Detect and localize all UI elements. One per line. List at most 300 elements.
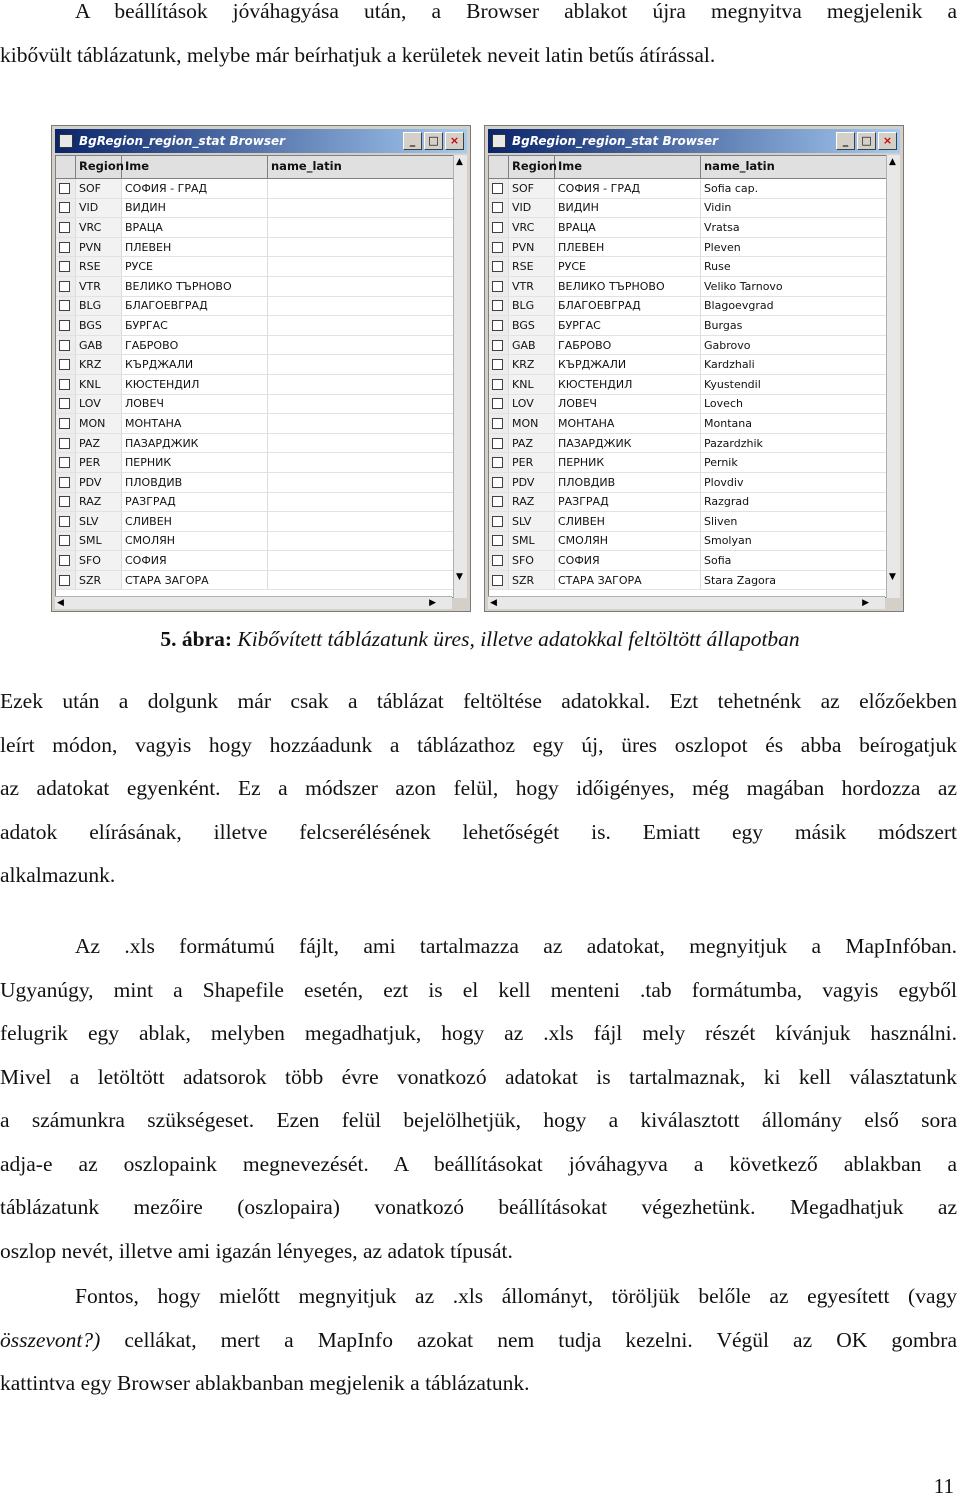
name-latin-cell[interactable]: Ruse <box>701 257 887 276</box>
name-latin-cell[interactable]: Pernik <box>701 453 887 472</box>
table-row[interactable] <box>56 179 454 199</box>
row-select-cell[interactable] <box>56 551 76 570</box>
table-row[interactable] <box>489 395 887 415</box>
window-titlebar[interactable] <box>55 129 467 153</box>
name-latin-cell[interactable] <box>268 414 454 433</box>
ime-cell[interactable]: РУСЕ <box>555 257 701 276</box>
header-name-latin[interactable]: name_latin <box>701 156 887 178</box>
scroll-left-icon[interactable]: ◀ <box>490 598 497 608</box>
name-latin-cell[interactable]: Montana <box>701 414 887 433</box>
table-row[interactable] <box>56 395 454 415</box>
row-select-cell[interactable] <box>56 532 76 551</box>
body-line: Ugyanúgy, mint a Shapefile esetén, ezt is el kell menteni .tab formátumba, vagyis egyből <box>0 977 957 1002</box>
row-select-cell[interactable] <box>489 512 509 531</box>
name-latin-cell[interactable]: Burgas <box>701 316 887 335</box>
ime-cell[interactable]: КЮСТЕНДИЛ <box>555 375 701 394</box>
row-select-cell[interactable] <box>56 493 76 512</box>
table-row[interactable] <box>489 512 887 532</box>
region-cell[interactable]: PDV <box>76 473 122 492</box>
row-checkbox[interactable] <box>59 438 70 449</box>
region-cell[interactable]: VTR <box>76 277 122 296</box>
caption-label: 5. ábra: <box>160 627 232 651</box>
ime-cell[interactable]: БЛАГОЕВГРАД <box>122 297 268 316</box>
browser-window-filled[interactable] <box>484 125 904 612</box>
ime-cell[interactable]: ВЕЛИКО ТЪРНОВО <box>122 277 268 296</box>
table-row[interactable] <box>489 551 887 571</box>
body-paragraph-3 <box>0 1275 957 1406</box>
row-select-cell[interactable] <box>56 336 76 355</box>
ime-cell[interactable]: КЪРДЖАЛИ <box>555 355 701 374</box>
grid-header <box>489 156 887 179</box>
row-select-cell[interactable] <box>489 277 509 296</box>
ime-cell[interactable]: ЛОВЕЧ <box>122 395 268 414</box>
browser-window-empty[interactable] <box>51 125 471 612</box>
region-cell[interactable]: GAB <box>76 336 122 355</box>
row-select-cell[interactable] <box>56 375 76 394</box>
row-select-cell[interactable] <box>56 512 76 531</box>
row-checkbox[interactable] <box>492 202 503 213</box>
table-row[interactable] <box>56 297 454 317</box>
table-row[interactable] <box>56 473 454 493</box>
ime-cell[interactable]: БУРГАС <box>122 316 268 335</box>
row-checkbox[interactable] <box>492 438 503 449</box>
row-select-cell[interactable] <box>489 395 509 414</box>
region-cell[interactable]: SML <box>509 532 555 551</box>
scroll-down-icon[interactable]: ▼ <box>456 572 463 582</box>
ime-cell[interactable]: РАЗГРАД <box>122 493 268 512</box>
body-line: Az .xls formátumú fájlt, ami tartalmazza az adatokat, megnyitjuk a MapInfóban. <box>75 934 957 958</box>
row-checkbox[interactable] <box>59 359 70 370</box>
region-cell[interactable]: PAZ <box>509 434 555 453</box>
name-latin-cell[interactable] <box>268 238 454 257</box>
row-checkbox[interactable] <box>59 340 70 351</box>
region-cell[interactable]: RSE <box>509 257 555 276</box>
table-row[interactable] <box>489 336 887 356</box>
ime-cell[interactable]: СТАРА ЗАГОРА <box>122 571 268 590</box>
vertical-scrollbar[interactable] <box>453 155 467 598</box>
region-cell[interactable]: VTR <box>509 277 555 296</box>
table-row[interactable] <box>56 257 454 277</box>
ime-cell[interactable]: БЛАГОЕВГРАД <box>555 297 701 316</box>
row-checkbox[interactable] <box>492 300 503 311</box>
ime-cell[interactable]: БУРГАС <box>555 316 701 335</box>
table-row[interactable] <box>56 532 454 552</box>
table-row[interactable] <box>489 571 887 591</box>
ime-cell[interactable]: КЪРДЖАЛИ <box>122 355 268 374</box>
browser-grid[interactable] <box>488 155 888 598</box>
region-cell[interactable]: VRC <box>509 218 555 237</box>
ime-cell[interactable]: ВИДИН <box>122 199 268 218</box>
name-latin-cell[interactable]: Kyustendil <box>701 375 887 394</box>
row-select-cell[interactable] <box>56 199 76 218</box>
table-row[interactable] <box>489 238 887 258</box>
row-select-cell[interactable] <box>489 375 509 394</box>
ime-cell[interactable]: ГАБРОВО <box>122 336 268 355</box>
table-row[interactable] <box>56 218 454 238</box>
row-checkbox[interactable] <box>59 320 70 331</box>
row-checkbox[interactable] <box>59 281 70 292</box>
name-latin-cell[interactable]: Vidin <box>701 199 887 218</box>
body-paragraph-1 <box>0 680 957 898</box>
row-checkbox[interactable] <box>492 457 503 468</box>
region-cell[interactable]: PER <box>76 453 122 472</box>
minimize-button[interactable]: _ <box>403 132 422 150</box>
scroll-down-icon[interactable]: ▼ <box>889 572 896 582</box>
table-row[interactable] <box>489 199 887 219</box>
body-line: Fontos, hogy mielőtt megnyitjuk az .xls állományt, töröljük belőle az egyesített (vagy <box>75 1284 957 1308</box>
name-latin-cell[interactable]: Plovdiv <box>701 473 887 492</box>
maximize-button[interactable]: □ <box>424 132 443 150</box>
row-checkbox[interactable] <box>59 535 70 546</box>
vertical-scrollbar[interactable] <box>886 155 900 598</box>
row-select-cell[interactable] <box>56 257 76 276</box>
name-latin-cell[interactable]: Pleven <box>701 238 887 257</box>
ime-cell[interactable]: ВИДИН <box>555 199 701 218</box>
row-checkbox[interactable] <box>492 222 503 233</box>
header-ime[interactable]: Ime <box>122 156 268 178</box>
row-checkbox[interactable] <box>492 477 503 488</box>
row-checkbox[interactable] <box>59 242 70 253</box>
ime-cell[interactable]: ПЛЕВЕН <box>122 238 268 257</box>
table-row[interactable] <box>56 434 454 454</box>
row-checkbox[interactable] <box>59 300 70 311</box>
row-select-cell[interactable] <box>489 336 509 355</box>
row-checkbox[interactable] <box>59 457 70 468</box>
ime-cell[interactable]: СОФИЯ <box>122 551 268 570</box>
row-checkbox[interactable] <box>492 320 503 331</box>
row-select-cell[interactable] <box>56 473 76 492</box>
region-cell[interactable]: SZR <box>76 571 122 590</box>
ime-cell[interactable]: РАЗГРАД <box>555 493 701 512</box>
name-latin-cell[interactable] <box>268 493 454 512</box>
name-latin-cell[interactable] <box>268 571 454 590</box>
region-cell[interactable]: LOV <box>76 395 122 414</box>
table-row[interactable] <box>56 453 454 473</box>
table-row[interactable] <box>489 453 887 473</box>
name-latin-cell[interactable] <box>268 218 454 237</box>
body-line: leírt módon, vagyis hogy hozzáadunk a táblázathoz egy új, üres oszlopot és abba beírogatjuk <box>0 732 957 757</box>
row-select-cell[interactable] <box>489 493 509 512</box>
horizontal-scrollbar[interactable] <box>488 596 885 609</box>
table-row[interactable] <box>56 493 454 513</box>
region-cell[interactable]: SLV <box>509 512 555 531</box>
header-region[interactable]: Region <box>509 156 555 178</box>
name-latin-cell[interactable] <box>268 434 454 453</box>
name-latin-cell[interactable] <box>268 297 454 316</box>
table-row[interactable] <box>489 179 887 199</box>
ime-cell[interactable]: СТАРА ЗАГОРА <box>555 571 701 590</box>
row-checkbox[interactable] <box>492 496 503 507</box>
region-cell[interactable]: MON <box>509 414 555 433</box>
row-select-cell[interactable] <box>56 571 76 590</box>
name-latin-cell[interactable] <box>268 395 454 414</box>
name-latin-cell[interactable] <box>268 512 454 531</box>
row-select-cell[interactable] <box>489 199 509 218</box>
row-select-cell[interactable] <box>489 238 509 257</box>
table-row[interactable] <box>489 434 887 454</box>
row-checkbox[interactable] <box>492 575 503 586</box>
ime-cell[interactable]: ВРАЦА <box>122 218 268 237</box>
table-row[interactable] <box>489 473 887 493</box>
table-row[interactable] <box>489 375 887 395</box>
ime-cell[interactable]: ПЛОВДИВ <box>555 473 701 492</box>
row-select-cell[interactable] <box>489 473 509 492</box>
row-checkbox[interactable] <box>492 516 503 527</box>
row-select-cell[interactable] <box>56 238 76 257</box>
row-select-cell[interactable] <box>489 453 509 472</box>
scroll-left-icon[interactable]: ◀ <box>57 598 64 608</box>
row-checkbox[interactable] <box>492 359 503 370</box>
scroll-right-icon[interactable]: ▶ <box>862 598 869 608</box>
name-latin-cell[interactable]: Razgrad <box>701 493 887 512</box>
table-row[interactable] <box>489 532 887 552</box>
region-cell[interactable]: BLG <box>76 297 122 316</box>
row-checkbox[interactable] <box>59 261 70 272</box>
row-checkbox[interactable] <box>59 516 70 527</box>
region-cell[interactable]: KNL <box>509 375 555 394</box>
row-checkbox[interactable] <box>492 340 503 351</box>
window-title: BgRegion_region_stat Browser <box>512 134 719 148</box>
region-cell[interactable]: SZR <box>509 571 555 590</box>
body-line: felugrik egy ablak, melyben megadhatjuk, hogy az .xls fájl mely részét kívánjuk használni. <box>0 1021 957 1045</box>
row-select-cell[interactable] <box>489 257 509 276</box>
ime-cell[interactable]: СМОЛЯН <box>122 532 268 551</box>
row-checkbox[interactable] <box>492 261 503 272</box>
table-row[interactable] <box>56 414 454 434</box>
row-select-cell[interactable] <box>489 179 509 198</box>
region-cell[interactable]: KRZ <box>509 355 555 374</box>
row-checkbox[interactable] <box>492 379 503 390</box>
row-checkbox[interactable] <box>59 183 70 194</box>
intro-line: A beállítások jóváhagyása után, a Browser ablakot újra megnyitva megjelenik a <box>75 0 957 23</box>
name-latin-cell[interactable]: Sofia cap. <box>701 179 887 198</box>
header-region[interactable]: Region <box>76 156 122 178</box>
body-line: kattintva egy Browser ablakbanban megjelenik a táblázatunk. <box>0 1371 530 1395</box>
name-latin-cell[interactable] <box>268 316 454 335</box>
region-cell[interactable]: KNL <box>76 375 122 394</box>
ime-cell[interactable]: МОНТАНА <box>122 414 268 433</box>
row-checkbox[interactable] <box>492 398 503 409</box>
row-checkbox[interactable] <box>492 418 503 429</box>
window-title: BgRegion_region_stat Browser <box>79 134 286 148</box>
name-latin-cell[interactable] <box>268 551 454 570</box>
row-select-cell[interactable] <box>56 453 76 472</box>
table-row[interactable] <box>489 414 887 434</box>
row-checkbox[interactable] <box>59 555 70 566</box>
scroll-up-icon[interactable]: ▲ <box>456 157 463 167</box>
table-row[interactable] <box>56 238 454 258</box>
row-select-cell[interactable] <box>489 571 509 590</box>
row-select-cell[interactable] <box>489 434 509 453</box>
ime-cell[interactable]: СМОЛЯН <box>555 532 701 551</box>
row-checkbox[interactable] <box>59 379 70 390</box>
table-row[interactable] <box>489 277 887 297</box>
row-checkbox[interactable] <box>59 418 70 429</box>
name-latin-cell[interactable]: Kardzhali <box>701 355 887 374</box>
ime-cell[interactable]: СОФИЯ - ГРАД <box>122 179 268 198</box>
name-latin-cell[interactable] <box>268 179 454 198</box>
row-select-cell[interactable] <box>489 297 509 316</box>
region-cell[interactable]: SFO <box>76 551 122 570</box>
name-latin-cell[interactable] <box>268 532 454 551</box>
name-latin-cell[interactable] <box>268 453 454 472</box>
name-latin-cell[interactable] <box>268 199 454 218</box>
scroll-right-icon[interactable]: ▶ <box>429 598 436 608</box>
row-select-cell[interactable] <box>56 277 76 296</box>
table-row[interactable] <box>489 316 887 336</box>
row-select-cell[interactable] <box>489 218 509 237</box>
row-select-cell[interactable] <box>56 316 76 335</box>
ime-cell[interactable]: СОФИЯ - ГРАД <box>555 179 701 198</box>
ime-cell[interactable]: ПЕРНИК <box>555 453 701 472</box>
row-checkbox[interactable] <box>59 222 70 233</box>
name-latin-cell[interactable]: Veliko Tarnovo <box>701 277 887 296</box>
row-select-cell[interactable] <box>56 179 76 198</box>
row-select-cell[interactable] <box>56 297 76 316</box>
region-cell[interactable]: LOV <box>509 395 555 414</box>
table-row[interactable] <box>56 571 454 591</box>
ime-cell[interactable]: ПЛОВДИВ <box>122 473 268 492</box>
name-latin-cell[interactable]: Blagoevgrad <box>701 297 887 316</box>
header-name-latin[interactable]: name_latin <box>268 156 454 178</box>
row-select-cell[interactable] <box>489 532 509 551</box>
table-row[interactable] <box>56 375 454 395</box>
name-latin-cell[interactable] <box>268 355 454 374</box>
table-row[interactable] <box>56 277 454 297</box>
ime-cell[interactable]: СЛИВЕН <box>122 512 268 531</box>
ime-cell[interactable]: ВЕЛИКО ТЪРНОВО <box>555 277 701 296</box>
row-checkbox[interactable] <box>59 398 70 409</box>
region-cell[interactable]: PVN <box>509 238 555 257</box>
name-latin-cell[interactable]: Vratsa <box>701 218 887 237</box>
row-select-cell[interactable] <box>489 414 509 433</box>
region-cell[interactable]: PVN <box>76 238 122 257</box>
row-select-cell[interactable] <box>56 414 76 433</box>
region-cell[interactable]: SOF <box>76 179 122 198</box>
table-row[interactable] <box>56 551 454 571</box>
ime-cell[interactable]: РУСЕ <box>122 257 268 276</box>
region-cell[interactable]: BGS <box>509 316 555 335</box>
minimize-button[interactable]: _ <box>836 132 855 150</box>
table-row[interactable] <box>56 199 454 219</box>
region-cell[interactable]: PDV <box>509 473 555 492</box>
body-line: táblázatunk mezőire (oszlopaira) vonatkozó beállításokat végezhetünk. Megadhatjuk az <box>0 1195 957 1219</box>
name-latin-cell[interactable] <box>268 473 454 492</box>
maximize-button[interactable]: □ <box>857 132 876 150</box>
ime-cell[interactable]: ПЛЕВЕН <box>555 238 701 257</box>
region-cell[interactable]: RAZ <box>509 493 555 512</box>
ime-cell[interactable]: ГАБРОВО <box>555 336 701 355</box>
table-row[interactable] <box>489 218 887 238</box>
scroll-up-icon[interactable]: ▲ <box>889 157 896 167</box>
name-latin-cell[interactable] <box>268 375 454 394</box>
name-latin-cell[interactable]: Smolyan <box>701 532 887 551</box>
table-row[interactable] <box>489 257 887 277</box>
row-select-cell[interactable] <box>56 218 76 237</box>
ime-cell[interactable]: КЮСТЕНДИЛ <box>122 375 268 394</box>
name-latin-cell[interactable] <box>268 277 454 296</box>
name-latin-cell[interactable]: Stara Zagora <box>701 571 887 590</box>
region-cell[interactable]: PER <box>509 453 555 472</box>
row-checkbox[interactable] <box>492 555 503 566</box>
region-cell[interactable]: VID <box>509 199 555 218</box>
ime-cell[interactable]: ПЕРНИК <box>122 453 268 472</box>
figure-caption <box>0 627 960 652</box>
table-row[interactable] <box>56 316 454 336</box>
ime-cell[interactable]: СОФИЯ <box>555 551 701 570</box>
window-titlebar[interactable] <box>488 129 900 153</box>
region-cell[interactable]: PAZ <box>76 434 122 453</box>
close-button[interactable]: × <box>445 132 464 150</box>
region-cell[interactable]: GAB <box>509 336 555 355</box>
row-select-cell[interactable] <box>56 434 76 453</box>
row-checkbox[interactable] <box>59 477 70 488</box>
region-cell[interactable]: KRZ <box>76 355 122 374</box>
region-cell[interactable]: RAZ <box>76 493 122 512</box>
region-cell[interactable]: VID <box>76 199 122 218</box>
table-row[interactable] <box>489 355 887 375</box>
row-select-cell[interactable] <box>56 355 76 374</box>
close-button[interactable]: × <box>878 132 897 150</box>
row-checkbox[interactable] <box>492 281 503 292</box>
region-cell[interactable]: SFO <box>509 551 555 570</box>
row-checkbox[interactable] <box>492 535 503 546</box>
horizontal-scrollbar[interactable] <box>55 596 452 609</box>
row-checkbox[interactable] <box>59 496 70 507</box>
row-select-cell[interactable] <box>489 355 509 374</box>
name-latin-cell[interactable] <box>268 257 454 276</box>
table-row[interactable] <box>56 355 454 375</box>
region-cell[interactable]: BLG <box>509 297 555 316</box>
region-cell[interactable]: SML <box>76 532 122 551</box>
region-cell[interactable]: BGS <box>76 316 122 335</box>
name-latin-cell[interactable] <box>268 336 454 355</box>
row-select-cell[interactable] <box>489 551 509 570</box>
ime-cell[interactable]: МОНТАНА <box>555 414 701 433</box>
region-cell[interactable]: SLV <box>76 512 122 531</box>
body-line: Mivel a letöltött adatsorok több évre vonatkozó adatokat is tartalmaznak, ki kell választatunk <box>0 1064 957 1089</box>
browser-grid[interactable] <box>55 155 455 598</box>
table-row[interactable] <box>489 297 887 317</box>
name-latin-cell[interactable]: Pazardzhik <box>701 434 887 453</box>
ime-cell[interactable]: ВРАЦА <box>555 218 701 237</box>
table-row[interactable] <box>56 336 454 356</box>
table-row[interactable] <box>56 512 454 532</box>
body-line: oszlop nevét, illetve ami igazán lényeges, az adatok típusát. <box>0 1238 513 1263</box>
name-latin-cell[interactable]: Sofia <box>701 551 887 570</box>
table-row[interactable] <box>489 493 887 513</box>
name-latin-cell[interactable]: Gabrovo <box>701 336 887 355</box>
header-ime[interactable]: Ime <box>555 156 701 178</box>
row-select-cell[interactable] <box>56 395 76 414</box>
body-paragraph-2 <box>0 925 957 1273</box>
name-latin-cell[interactable]: Lovech <box>701 395 887 414</box>
region-cell[interactable]: VRC <box>76 218 122 237</box>
region-cell[interactable]: MON <box>76 414 122 433</box>
ime-cell[interactable]: ПАЗАРДЖИК <box>122 434 268 453</box>
name-latin-cell[interactable]: Sliven <box>701 512 887 531</box>
row-checkbox[interactable] <box>59 575 70 586</box>
row-select-cell[interactable] <box>489 316 509 335</box>
row-checkbox[interactable] <box>59 202 70 213</box>
ime-cell[interactable]: ЛОВЕЧ <box>555 395 701 414</box>
region-cell[interactable]: RSE <box>76 257 122 276</box>
region-cell[interactable]: SOF <box>509 179 555 198</box>
row-checkbox[interactable] <box>492 183 503 194</box>
row-checkbox[interactable] <box>492 242 503 253</box>
ime-cell[interactable]: СЛИВЕН <box>555 512 701 531</box>
ime-cell[interactable]: ПАЗАРДЖИК <box>555 434 701 453</box>
